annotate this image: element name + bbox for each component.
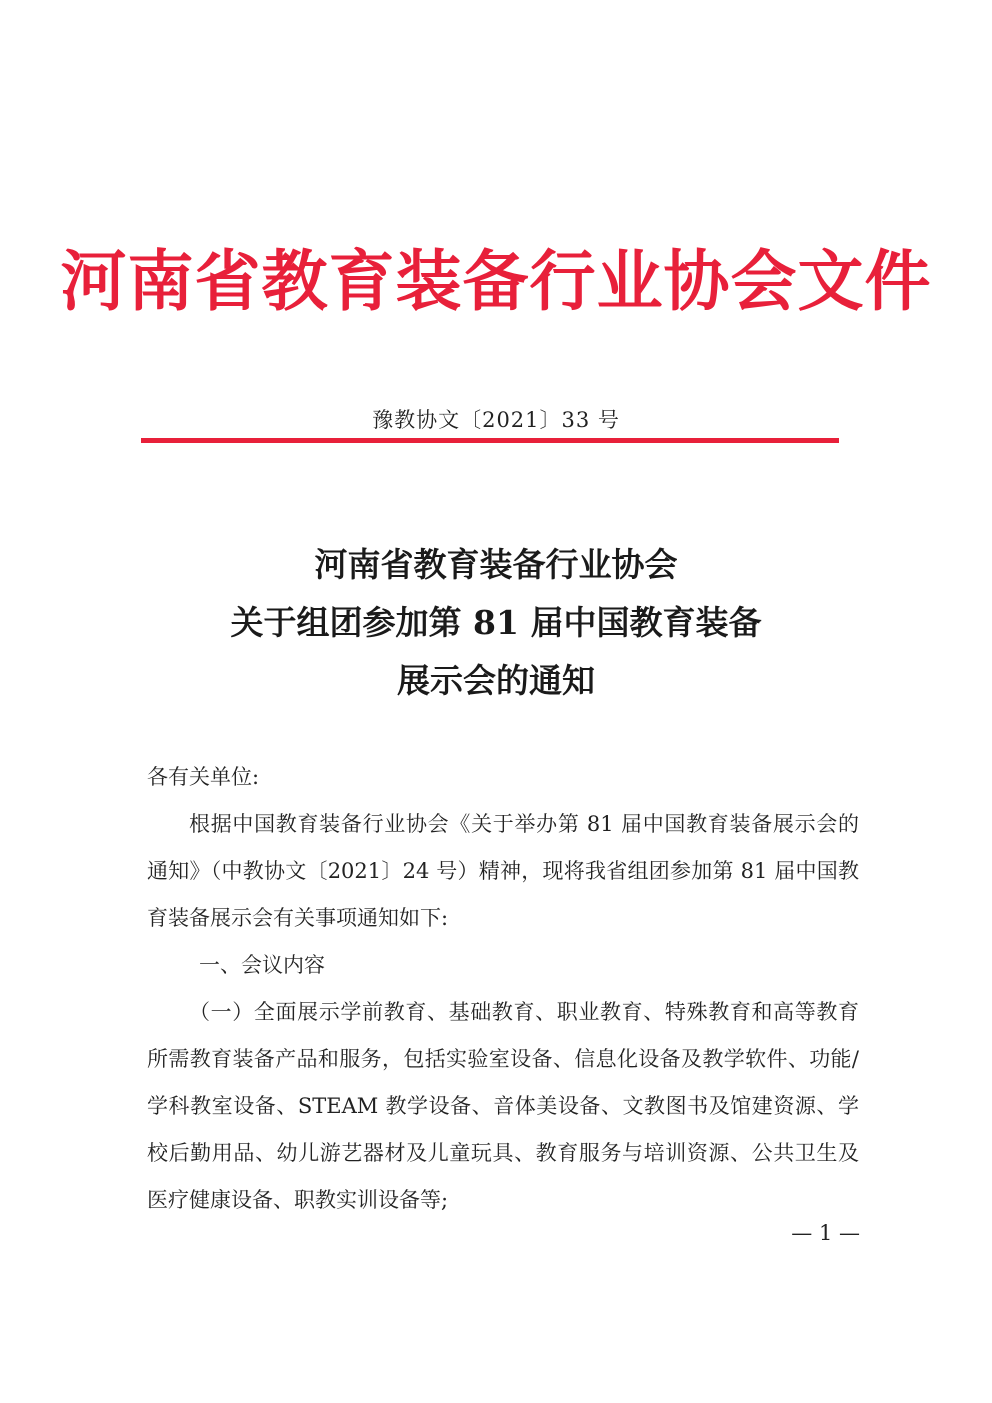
notice-title-line-3: 展示会的通知 <box>397 661 595 700</box>
red-divider-line <box>141 438 839 443</box>
section-heading-meeting-content: 一、会议内容 <box>199 953 325 977</box>
notice-title-line-2: 关于组团参加第 81 届中国教育装备 <box>230 603 762 642</box>
section-1-item-1: （一）全面展示学前教育、基础教育、职业教育、特殊教育和高等教育所需教育装备产品和服务，包括实验室设备、信息化设备及教学软件、功能/学科教室设备、STEAM 教学设备、音体美设备、文教图书及馆建资源、学校后勤用品、幼儿游艺器材及儿童玩具、教育服务与培训资源、公共卫生及医疗健康设备、职教实训设备等; <box>147 1000 859 1212</box>
salutation: 各有关单位: <box>147 765 260 789</box>
document-number: 豫教协文〔2021〕33 号 <box>372 408 620 432</box>
notice-title-line-1: 河南省教育装备行业协会 <box>314 545 678 584</box>
page-number: — 1 — <box>791 1221 860 1245</box>
notice-body <box>147 754 859 1224</box>
intro-paragraph: 根据中国教育装备行业协会《关于举办第 81 届中国教育装备展示会的通知》（中教协文〔2021〕24 号）精神，现将我省组团参加第 81 届中国教育装备展示会有关事项通知如下: <box>147 812 859 930</box>
notice-title <box>0 536 992 710</box>
org-file-title: 河南省教育装备行业协会文件 <box>60 242 932 320</box>
